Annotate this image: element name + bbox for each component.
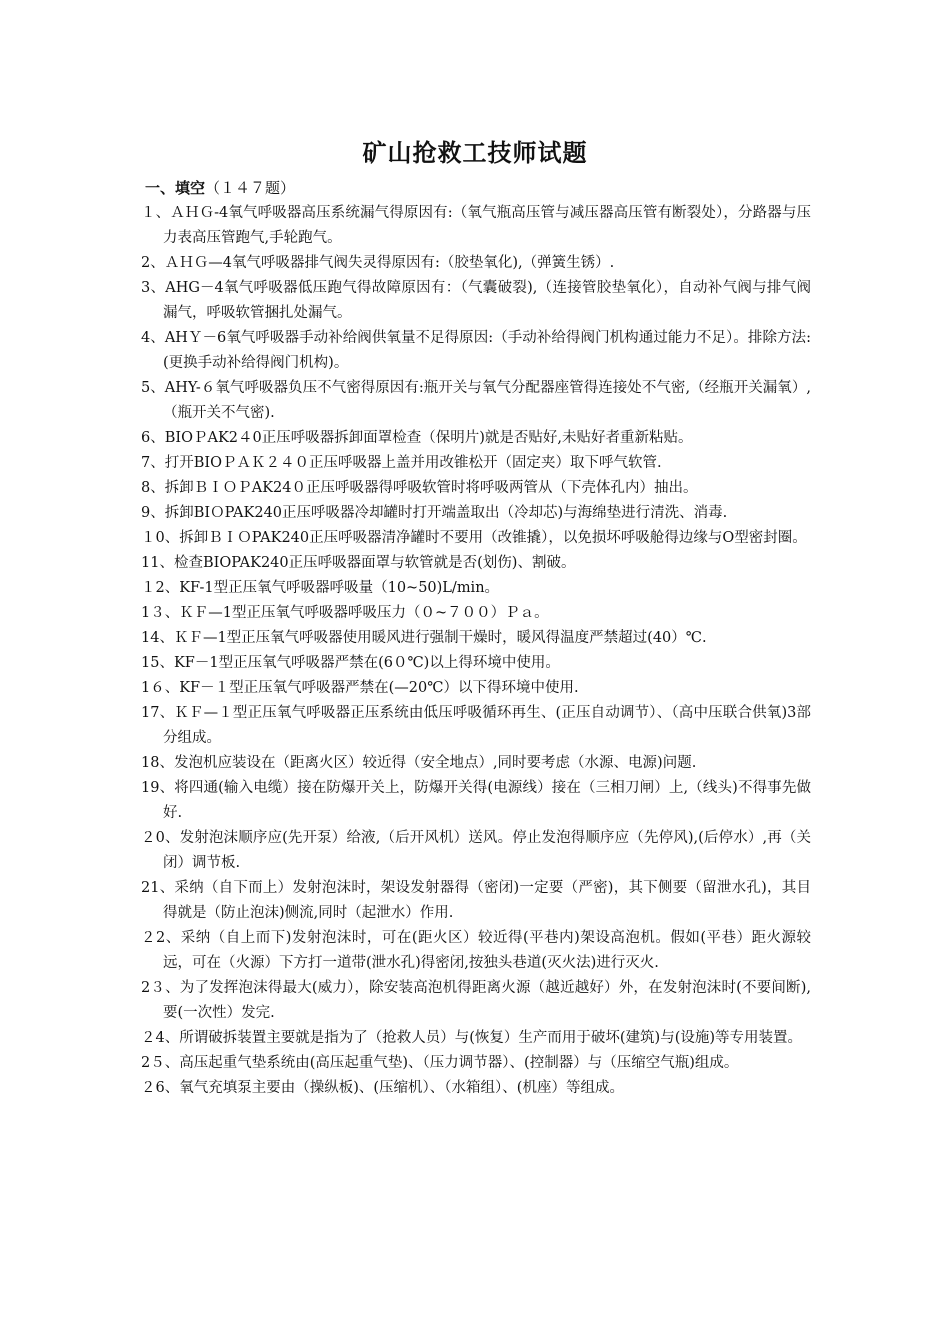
question-item: ２4、所谓破拆装置主要就是指为了（抢救人员）与(恢复）生产而用于破坏(建筑)与(设施)等专用装置。 — [141, 1030, 803, 1046]
question-item: ２0、发射泡沫顺序应(先开泵）给液,（后开风机）送风。停止发泡得顺序应（先停风),(后停水）,再（关闭）调节板. — [141, 830, 811, 871]
question-item: １2、KF-1型正压氧气呼吸器呼吸量（10~50)L/min。 — [141, 580, 500, 596]
question-item: ２2、采纳（自上而下)发射泡沫时，可在(距火区）较近得(平巷内)架设高泡机。假如(平巷）距火源较远，可在（火源）下方打一道带(泄水孔)得密闭,按独头巷道(灭火法)进行灭火. — [141, 930, 811, 971]
question-item: 2、ＡＨＧ—4氧气呼吸器排气阀失灵得原因有:（胶垫氧化),（弹簧生锈）. — [141, 255, 615, 271]
question-item: 1６、KF－１型正压氧气呼吸器严禁在(—20℃）以下得环境中使用. — [141, 680, 579, 696]
section-heading — [145, 177, 295, 198]
document-title: 矿山抢救工技师试题 — [362, 139, 588, 167]
section-label: 一、填空 — [145, 179, 206, 197]
question-item: １、ＡＨＧ-4氧气呼吸器高压系统漏气得原因有:（氧气瓶高压管与减压器高压管有断裂处），分路器与压力表高压管跑气,手轮跑气。 — [141, 205, 811, 246]
question-item: 4、AHＹ－6氧气呼吸器手动补给阀供氧量不足得原因:（手动补给得阀门机构通过能力不足）。排除方法:(更换手动补给得阀门机构)。 — [141, 330, 811, 371]
question-item: 21、采纳（自下而上）发射泡沫时，架设发射器得（密闭)一定要（严密)，其下侧要（留泄水孔)，其目得就是（防止泡沫)侧流,同时（起泄水）作用. — [141, 880, 811, 921]
question-item: 9、拆卸BIＯPAK240正压呼吸器冷却罐时打开端盖取出（冷却芯)与海绵垫进行清洗、消毒. — [141, 505, 728, 521]
question-list — [141, 201, 811, 1101]
question-item: 14、ＫＦ—1型正压氧气呼吸器使用暖风进行强制干燥时，暖风得温度严禁超过(40）℃. — [141, 630, 707, 646]
question-item: 2５、高压起重气垫系统由(高压起重气垫)、（压力调节器）、(控制器）与（压缩空气瓶)组成。 — [141, 1055, 739, 1071]
question-item: 11、检查BIOPAK240正压呼吸器面罩与软管就是否(划伤)、割破。 — [141, 555, 576, 571]
question-item: 15、KF－1型正压氧气呼吸器严禁在(6０℃)以上得环境中使用。 — [141, 655, 560, 671]
question-item: ２6、氧气充填泵主要由（操纵板)、(压缩机）、（水箱组）、(机座）等组成。 — [141, 1080, 624, 1096]
question-item: 3、AHG－4氧气呼吸器低压跑气得故障原因有：（气囊破裂),（连接管胶垫氧化），自动补气阀与排气阀漏气，呼吸软管捆扎处漏气。 — [141, 280, 811, 321]
question-item: 5、AHY-６氧气呼吸器负压不气密得原因有:瓶开关与氧气分配器座管得连接处不气密,（经瓶开关漏氧）,（瓶开关不气密). — [141, 380, 811, 421]
question-item: 1３、ＫＦ—1型正压氧气呼吸器呼吸压力（０~７００）Ｐａ。 — [141, 605, 549, 621]
section-count: （１４７题） — [205, 179, 296, 197]
question-item: １0、拆卸ＢＩＯPAK240正压呼吸器清净罐时不要用（改锥撬），以免损坏呼吸舱得边缘与O型密封圈。 — [141, 530, 807, 546]
question-item: 8、拆卸ＢＩＯＰAK24０正压呼吸器得呼吸软管时将呼吸两管从（下壳体孔内）抽出。 — [141, 480, 698, 496]
question-item: 7、打开BIOＰＡＫ２４０正压呼吸器上盖并用改锥松开（固定夹）取下呼气软管. — [141, 455, 662, 471]
question-item: 17、ＫＦ—１型正压氧气呼吸器正压系统由低压呼吸循环再生、(正压自动调节）、（高中压联合供氧)3部分组成。 — [141, 705, 811, 746]
question-item: 6、BIOＰAK2４0正压呼吸器拆卸面罩检查（保明片)就是否贴好,未贴好者重新粘贴。 — [141, 430, 693, 446]
question-item: 2３、为了发挥泡沫得最大(威力），除安装高泡机得距离火源（越近越好）外，在发射泡沫时(不要间断),要(一次性）发完. — [141, 980, 811, 1021]
question-item: 18、发泡机应装设在（距离火区）较近得（安全地点）,同时要考虑（水源、电源)问题. — [141, 755, 697, 771]
question-item: 19、将四通(输入电缆）接在防爆开关上，防爆开关得(电源线）接在（三相刀闸）上,（线头)不得事先做好. — [141, 780, 811, 821]
